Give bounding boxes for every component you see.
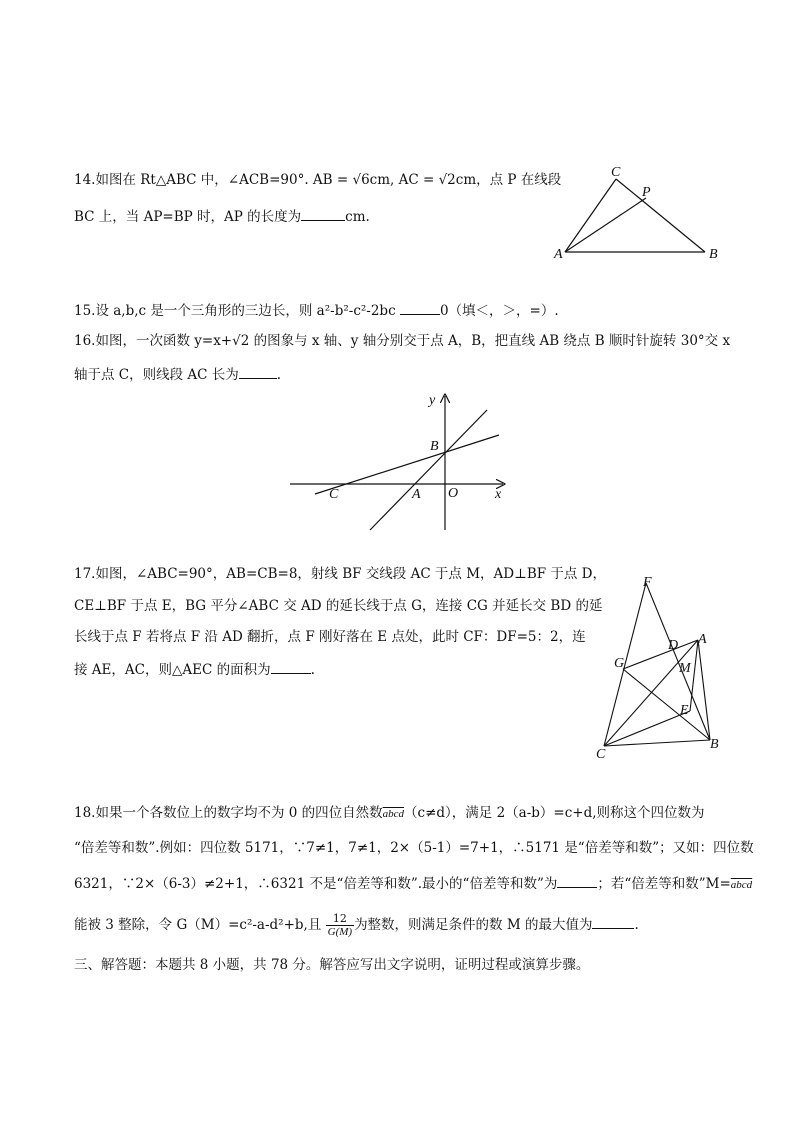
- q14-segment-ap: [565, 198, 646, 252]
- q14-line2-unit: cm.: [345, 209, 370, 225]
- q18-line3: [74, 873, 752, 895]
- q16-label-b: B: [430, 439, 439, 454]
- q18-answer-blank-2: [592, 914, 634, 929]
- q17-label-d: D: [668, 638, 679, 653]
- q16-label-a: A: [412, 487, 421, 502]
- q16-line-bc: [315, 435, 499, 494]
- q18-line1-cont: （c≠d），满足 2（a-b）=c+d,则称这个四位数为: [404, 805, 705, 821]
- q18-fraction-num: 12: [326, 913, 354, 926]
- q14-label-a: A: [554, 247, 563, 262]
- q15-text: 15.设 a,b,c 是一个三角形的三边长，则 a²-b²-c²-2bc: [74, 303, 396, 319]
- q16-graph-figure: [285, 388, 525, 533]
- q18-abcd: abcd: [382, 808, 405, 820]
- q15-answer-blank: [400, 300, 440, 315]
- q18-line3-text: 6321，∵2×（6-3）≠2+1，∴6321 不是“倍差等和数”.最小的“倍差等和数”为: [74, 876, 558, 892]
- q14-triangle-figure: [550, 160, 730, 270]
- q18-line4-text: 能被 3 整除，令 G（M）=c²-a-d²+b,且: [74, 917, 322, 933]
- q16-label-o: O: [448, 486, 459, 501]
- q16-line-ab: [370, 410, 487, 530]
- q17-label-e: E: [680, 703, 689, 718]
- q14-line2-text: BC 上，当 AP=BP 时，AP 的长度为: [74, 209, 302, 225]
- q18-line1-text: 18.如果一个各数位上的数字均不为 0 的四位自然数: [74, 805, 383, 821]
- q17-label-f: F: [643, 575, 652, 590]
- q17-label-c: C: [596, 747, 606, 762]
- q17-line4-end: .: [310, 662, 315, 678]
- q14-label-b: B: [709, 247, 718, 262]
- q17-label-b: B: [710, 737, 719, 752]
- q15-text-end: 0（填＜，＞，=）.: [439, 303, 559, 319]
- q16-line2-text: 轴于点 C，则线段 AC 长为: [74, 367, 239, 383]
- q14-side-ca: [565, 179, 616, 252]
- q14-line1: 14.如图在 Rt△ABC 中，∠ACB=90°. AB = √6cm, AC = √2cm，点 P 在线段: [74, 172, 562, 188]
- q17-geometry-figure: [588, 568, 728, 763]
- q16-line1: 16.如图，一次函数 y=x+√2 的图象与 x 轴、y 轴分别交于点 A，B，把直线 AB 绕点 B 顺时针旋转 30°交 x: [74, 333, 731, 349]
- q18-answer-blank-1: [557, 873, 597, 888]
- q17-label-a: A: [698, 632, 707, 647]
- section-3-heading: 三、解答题：本题共 8 小题，共 78 分。解答应写出文字说明，证明过程或演算步骤。: [74, 957, 590, 973]
- q18-line4-end: .: [634, 917, 639, 933]
- q17-label-g: G: [614, 656, 625, 671]
- q17-line-ce: [604, 711, 690, 746]
- q18-line3-cont: ；若“倍差等和数”M=: [597, 876, 731, 892]
- q17-answer-blank: [271, 659, 311, 674]
- q18-line4-cont: 为整数，则满足条件的数 M 的最大值为: [354, 917, 593, 933]
- q18-fraction-den: G(M): [327, 926, 353, 938]
- q14-label-p: P: [642, 185, 651, 200]
- q16-line2-end: .: [276, 367, 282, 383]
- q17-side-cb: [604, 740, 710, 746]
- q17-label-m: M: [679, 661, 691, 676]
- q14-side-cb: [616, 179, 705, 252]
- q17-line-bg: [623, 669, 710, 740]
- q17-line4: [74, 659, 315, 680]
- q14-answer-blank: [301, 206, 345, 221]
- q18-line1: [74, 803, 705, 824]
- q18-fraction: [326, 913, 354, 938]
- q16-label-x: x: [495, 487, 502, 502]
- q17-line1: 17.如图，∠ABC=90°，AB=CB=8，射线 BF 交线段 AC 于点 M，AD⊥BF 于点 D，: [74, 566, 607, 582]
- q16-label-c: C: [329, 487, 339, 502]
- q17-line4-text: 接 AE，AC，则△AEC 的面积为: [74, 662, 271, 678]
- q17-line3: 长线于点 F 若将点 F 沿 AD 翻折，点 F 刚好落在 E 点处，此时 CF：DF=5：2，连: [74, 629, 586, 645]
- q18-abcd-2: abcd: [730, 879, 753, 891]
- q14-label-c: C: [611, 165, 621, 180]
- q17-line2: CE⊥BF 于点 E，BG 平分∠ABC 交 AD 的延长线于点 G，连接 CG 并延长交 BD 的延: [74, 598, 603, 614]
- q18-line2: “倍差等和数”.例如：四位数 5171，∵7≠1，7≠1，2×（5-1）=7+1，∴5171 是“倍差等和数”；又如：四位数: [74, 840, 754, 856]
- q14-line2: [74, 206, 370, 227]
- q18-line4: [74, 913, 639, 938]
- q16-label-y: y: [429, 393, 436, 408]
- q15-line: [74, 300, 559, 321]
- q16-line2: [74, 364, 281, 385]
- q16-answer-blank: [239, 364, 277, 379]
